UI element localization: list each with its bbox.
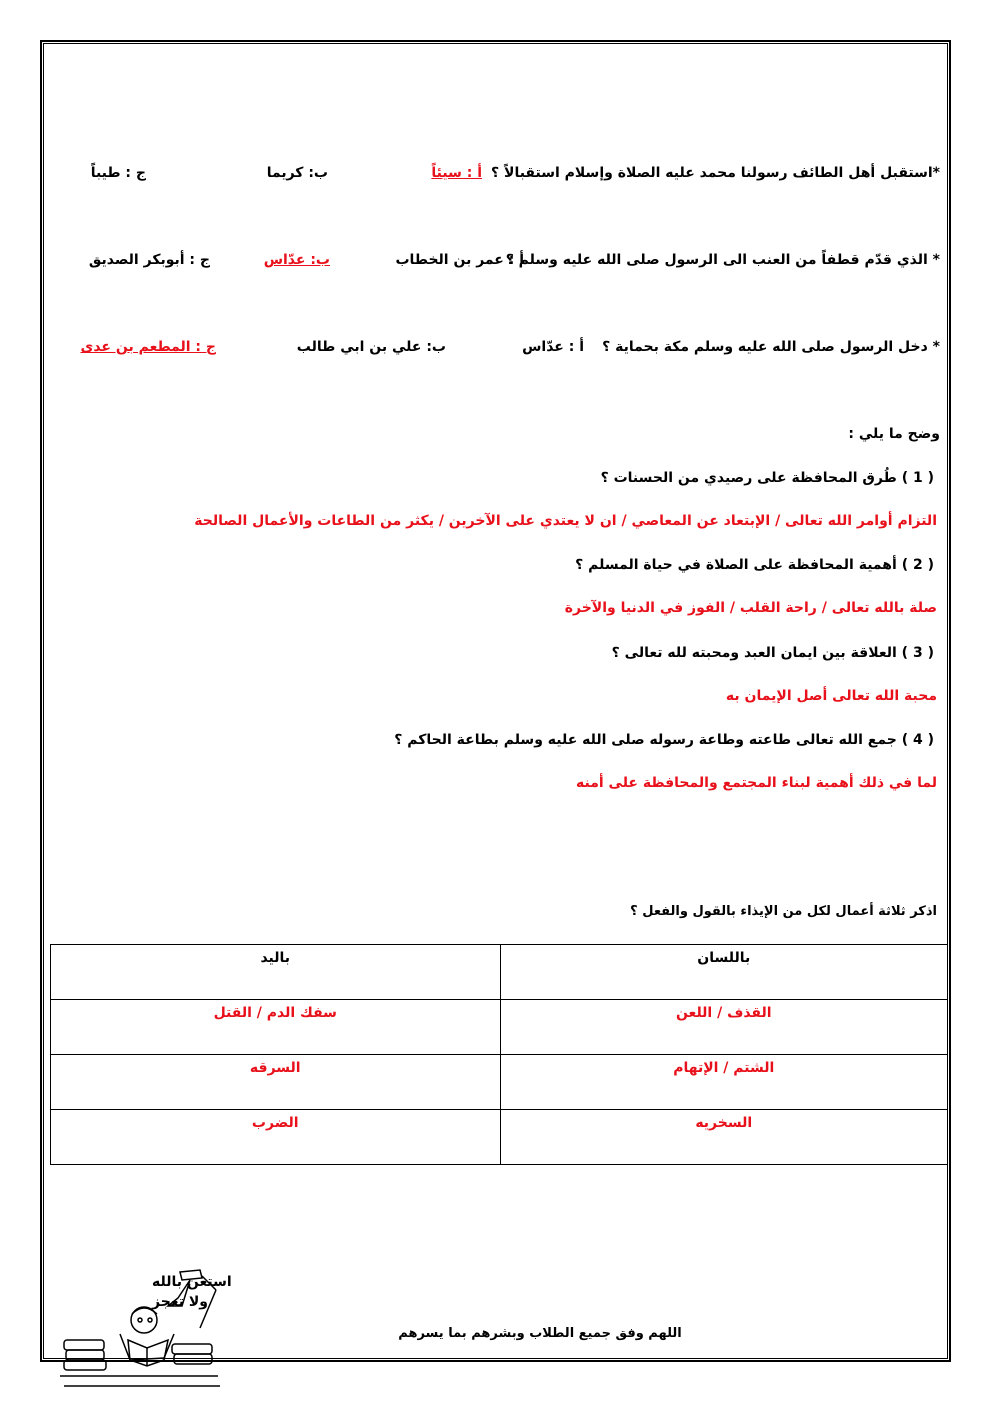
- table-header-row: [51, 945, 948, 1000]
- table-cell: الضرب: [51, 1110, 501, 1165]
- explain-a1: التزام أوامر الله تعالى / الإبتعاد عن المعاصي / ان لا يعتدي على الآخرين / يكثر من الطاعات والأعمال الصالحة: [194, 513, 937, 529]
- table-cell: السخريه: [500, 1110, 948, 1165]
- table-row: [51, 1110, 948, 1165]
- explain-q2: ( 2 ) أهمية المحافظة على الصلاة في حياة المسلم ؟: [575, 557, 934, 573]
- explain-q3: ( 3 ) العلاقة بين ايمان العبد ومحبته لله تعالى ؟: [611, 645, 934, 661]
- table-row: [51, 1000, 948, 1055]
- table-cell: الشتم / الإتهام: [500, 1055, 948, 1110]
- clipart-line2: ولا تعجز: [152, 1294, 208, 1310]
- clipart-line1: استعن بالله: [152, 1274, 232, 1290]
- harm-table: [50, 944, 948, 1165]
- mcq-1-option-b: ب: كريما: [266, 165, 328, 181]
- table-cell: القذف / اللعن: [500, 1000, 948, 1055]
- mcq-2-option-c: ج : أبوبكر الصديق: [88, 252, 210, 268]
- table-row: [51, 1055, 948, 1110]
- mcq-1-option-c: ج : طيباً: [90, 165, 146, 181]
- table-prompt: اذكر ثلاثة أعمال لكل من الإيذاء بالقول والفعل ؟: [630, 904, 937, 919]
- student-reading-icon: [60, 1268, 232, 1390]
- mcq-3-option-b: ب: علي بن ابي طالب: [296, 339, 446, 355]
- mcq-2-option-a: أ : عمر بن الخطاب: [395, 252, 524, 268]
- student-reading-clipart: [60, 1268, 232, 1390]
- footer-prayer: اللهم وفق جميع الطلاب وبشرهم بما يسرهم: [398, 1326, 682, 1341]
- explain-q1: ( 1 ) طُرق المحافظة على رصيدي من الحسنات ؟: [600, 470, 934, 486]
- explain-a3: محبة الله تعالى أصل الإيمان به: [725, 688, 937, 704]
- explain-heading: وضح ما يلي :: [848, 426, 940, 442]
- mcq-3-option-c: ج : المطعم بن عدى: [80, 339, 216, 355]
- mcq-3-question: * دخل الرسول صلى الله عليه وسلم مكة بحماية ؟: [602, 339, 940, 355]
- table-header-tongue: باللسان: [500, 945, 948, 1000]
- explain-q4: ( 4 ) جمع الله تعالى طاعته وطاعة رسوله صلى الله عليه وسلم بطاعة الحاكم ؟: [394, 732, 934, 748]
- table-cell: سفك الدم / القتل: [51, 1000, 501, 1055]
- mcq-1-question: *استقبل أهل الطائف رسولنا محمد عليه الصلاة وإسلام استقبالاً ؟: [491, 165, 940, 181]
- table-cell: السرقه: [51, 1055, 501, 1110]
- table-header-hand: باليد: [51, 945, 501, 1000]
- mcq-3-option-a: أ : عدّاس: [522, 339, 584, 355]
- mcq-2-question: * الذي قدّم قطفاً من العنب الى الرسول صلى الله عليه وسلم ؟: [505, 252, 940, 268]
- explain-a4: لما في ذلك أهمية لبناء المجتمع والمحافظة على أمنه: [576, 775, 937, 791]
- mcq-2-option-b: ب: عدّاس: [263, 252, 330, 268]
- explain-a2: صلة بالله تعالى / راحة القلب / الفوز في الدنيا والآخرة: [564, 600, 937, 616]
- mcq-1-option-a: أ : سيئاً: [431, 165, 482, 181]
